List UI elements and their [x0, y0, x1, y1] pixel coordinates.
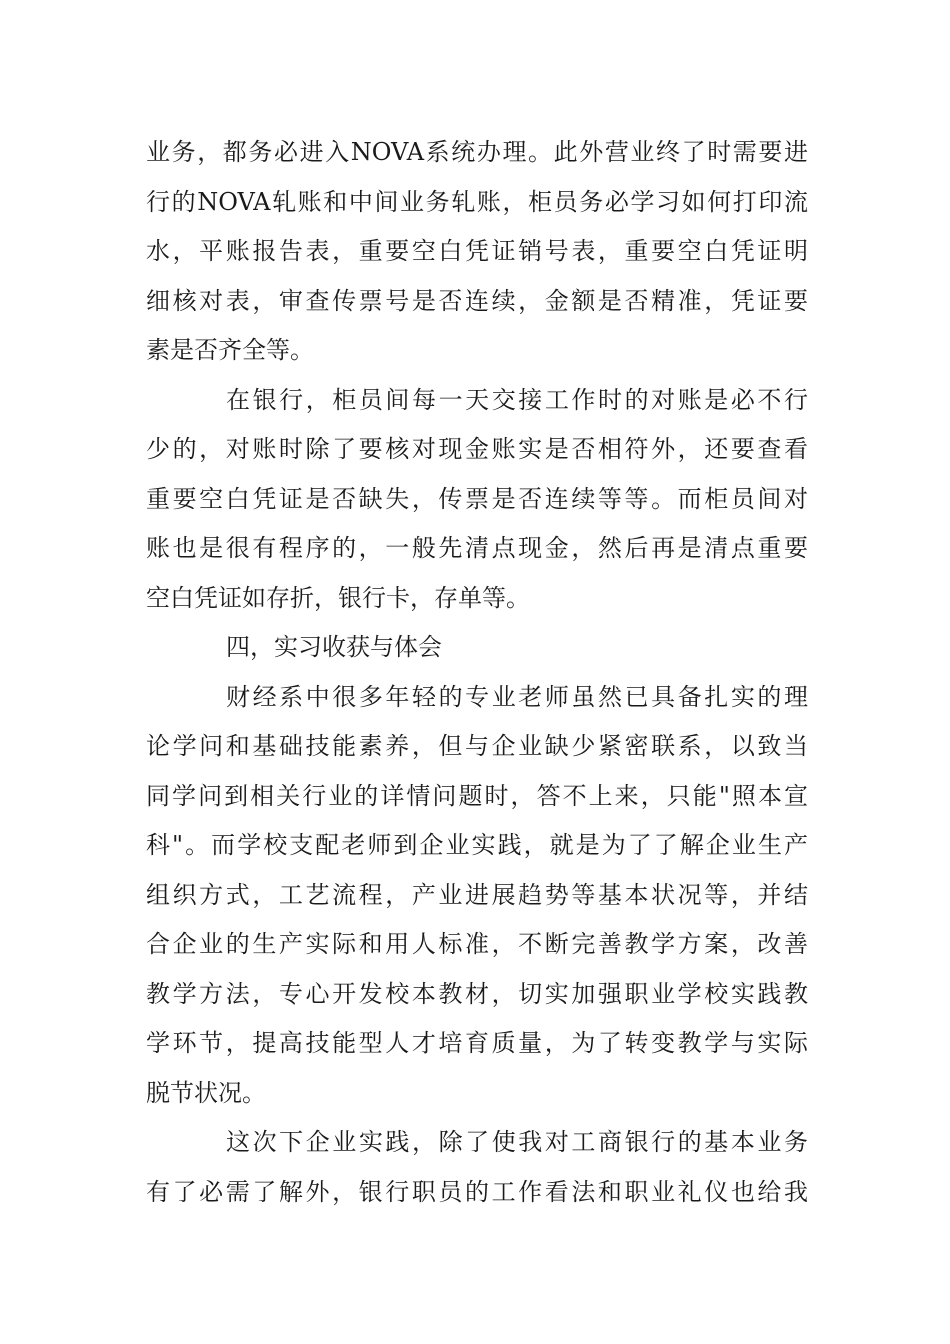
text-line: 水，平账报告表，重要空白凭证销号表，重要空白凭证明 [146, 237, 808, 265]
text-line: 四，实习收获与体会 [226, 633, 442, 661]
text-line: 脱节状况。 [146, 1078, 266, 1107]
text-line: 组织方式，工艺流程，产业进展趋势等基本状况等，并结 [146, 880, 808, 909]
text-line: 行的NOVA轧账和中间业务轧账，柜员务必学习如何打印流 [146, 187, 808, 216]
text-line: 这次下企业实践，除了使我对工商银行的基本业务 [226, 1128, 808, 1156]
text-line: 素是否齐全等。 [146, 336, 314, 364]
text-line: 财经系中很多年轻的专业老师虽然已具备扎实的理 [226, 682, 808, 711]
text-line: 有了必需了解外，银行职员的工作看法和职业礼仪也给我 [146, 1177, 808, 1206]
text-line: 空白凭证如存折，银行卡，存单等。 [146, 583, 530, 612]
text-line: 账也是很有程序的，一般先清点现金，然后再是清点重要 [146, 534, 808, 562]
text-line: 科"。而学校支配老师到企业实践，就是为了了解企业生产 [146, 831, 808, 859]
text-line: 合企业的生产实际和用人标准，不断完善教学方案，改善 [146, 930, 808, 958]
text-line: 少的，对账时除了要核对现金账实是否相符外，还要查看 [146, 435, 808, 463]
text-line: 同学问到相关行业的详情问题时，答不上来，只能"照本宣 [146, 781, 808, 810]
text-line: 论学问和基础技能素养，但与企业缺少紧密联系，以致当 [146, 732, 808, 760]
text-line: 学环节，提高技能型人才培育质量，为了转变教学与实际 [146, 1029, 808, 1057]
text-line: 细核对表，审查传票号是否连续，金额是否精准，凭证要 [146, 286, 808, 315]
document-body [146, 128, 808, 1217]
text-line: 重要空白凭证是否缺失，传票是否连续等等。而柜员间对 [146, 484, 808, 513]
text-line: 在银行，柜员间每一天交接工作时的对账是必不行 [226, 385, 808, 414]
text-line: 教学方法，专心开发校本教材，切实加强职业学校实践教 [146, 979, 808, 1008]
text-line: 业务，都务必进入NOVA系统办理。此外营业终了时需要进 [146, 138, 808, 166]
